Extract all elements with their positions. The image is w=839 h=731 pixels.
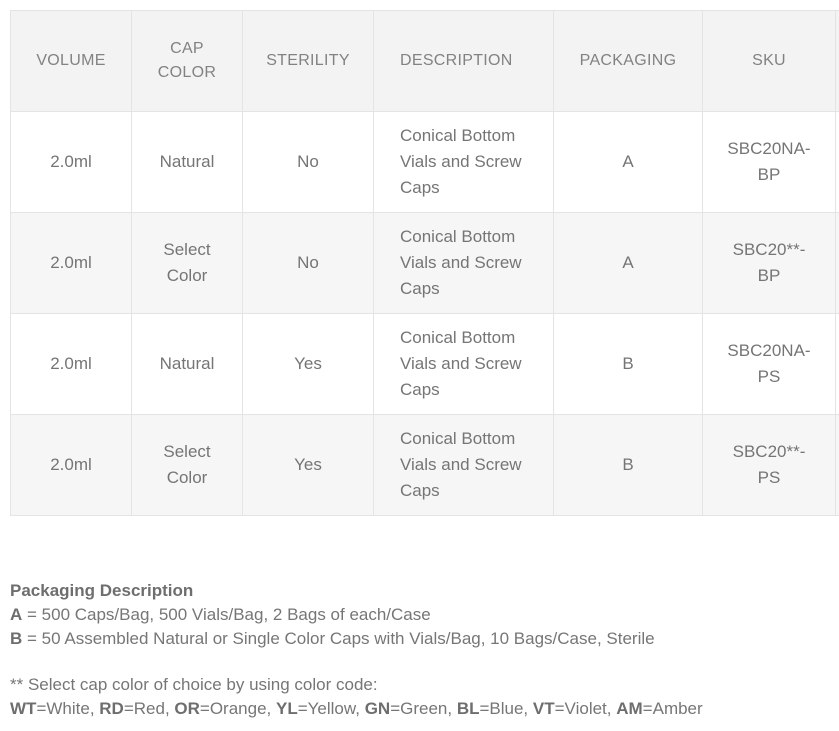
cell-volume: 2.0ml <box>11 213 132 314</box>
col-header-clipped <box>836 11 839 112</box>
cell-cap-color: Natural <box>132 112 243 213</box>
cell-description: Conical Bottom Vials and Screw Caps <box>374 213 554 314</box>
col-header-description: DESCRIPTION <box>374 11 554 112</box>
cell-description: Conical Bottom Vials and Screw Caps <box>374 112 554 213</box>
packaging-a-line <box>10 603 820 627</box>
cell-packaging: B <box>554 314 703 415</box>
col-header-volume: VOLUME <box>11 11 132 112</box>
cell-sku: SBC20**-PS <box>703 415 836 516</box>
color-code-item: BL=Blue, <box>456 699 533 718</box>
spec-table <box>10 10 839 516</box>
cell-packaging: A <box>554 112 703 213</box>
color-code-legend <box>10 697 820 721</box>
cell-sku: SBC20NA-BP <box>703 112 836 213</box>
color-code-item: VT=Violet, <box>532 699 617 718</box>
table-row <box>11 213 839 314</box>
cell-cap-color: Select Color <box>132 213 243 314</box>
spec-table-viewport <box>10 10 839 516</box>
cell-packaging: B <box>554 415 703 516</box>
cell-cap-color: Natural <box>132 314 243 415</box>
color-code-item: WT=White, <box>10 699 100 718</box>
table-row <box>11 415 839 516</box>
color-code-item: AM=Amber <box>616 699 703 718</box>
cell-clipped <box>836 112 839 213</box>
cell-sku: SBC20**-BP <box>703 213 836 314</box>
cell-packaging: A <box>554 213 703 314</box>
table-row <box>11 314 839 415</box>
packaging-b-label: B <box>10 629 23 648</box>
packaging-a-text: = 500 Caps/Bag, 500 Vials/Bag, 2 Bags of each/Case <box>22 605 431 624</box>
cell-description: Conical Bottom Vials and Screw Caps <box>374 415 554 516</box>
packaging-notes <box>10 579 820 721</box>
color-code-block <box>10 673 820 721</box>
color-code-item: YL=Yellow, <box>275 699 365 718</box>
cell-volume: 2.0ml <box>11 415 132 516</box>
cell-sterility: Yes <box>243 415 374 516</box>
packaging-a-label: A <box>10 605 23 624</box>
cell-sterility: Yes <box>243 314 374 415</box>
cell-volume: 2.0ml <box>11 112 132 213</box>
color-code-item: GN=Green, <box>364 699 457 718</box>
cell-clipped <box>836 415 839 516</box>
color-code-item: OR=Orange, <box>174 699 276 718</box>
cell-description: Conical Bottom Vials and Screw Caps <box>374 314 554 415</box>
col-header-packaging: PACKAGING <box>554 11 703 112</box>
col-header-cap-color: CAP COLOR <box>132 11 243 112</box>
col-header-sku: SKU <box>703 11 836 112</box>
cell-clipped <box>836 213 839 314</box>
cell-volume: 2.0ml <box>11 314 132 415</box>
cell-cap-color: Select Color <box>132 415 243 516</box>
table-row <box>11 112 839 213</box>
cell-sterility: No <box>243 213 374 314</box>
col-header-sterility: STERILITY <box>243 11 374 112</box>
cell-sterility: No <box>243 112 374 213</box>
packaging-b-text: = 50 Assembled Natural or Single Color Caps with Vials/Bag, 10 Bags/Case, Sterile <box>22 629 655 648</box>
cell-sku: SBC20NA-PS <box>703 314 836 415</box>
packaging-b-line <box>10 627 820 651</box>
cell-clipped <box>836 314 839 415</box>
color-code-item: RD=Red, <box>99 699 175 718</box>
packaging-description-heading: Packaging Description <box>10 581 194 600</box>
color-code-intro: ** Select cap color of choice by using color code: <box>10 675 378 694</box>
header-row <box>11 11 839 112</box>
